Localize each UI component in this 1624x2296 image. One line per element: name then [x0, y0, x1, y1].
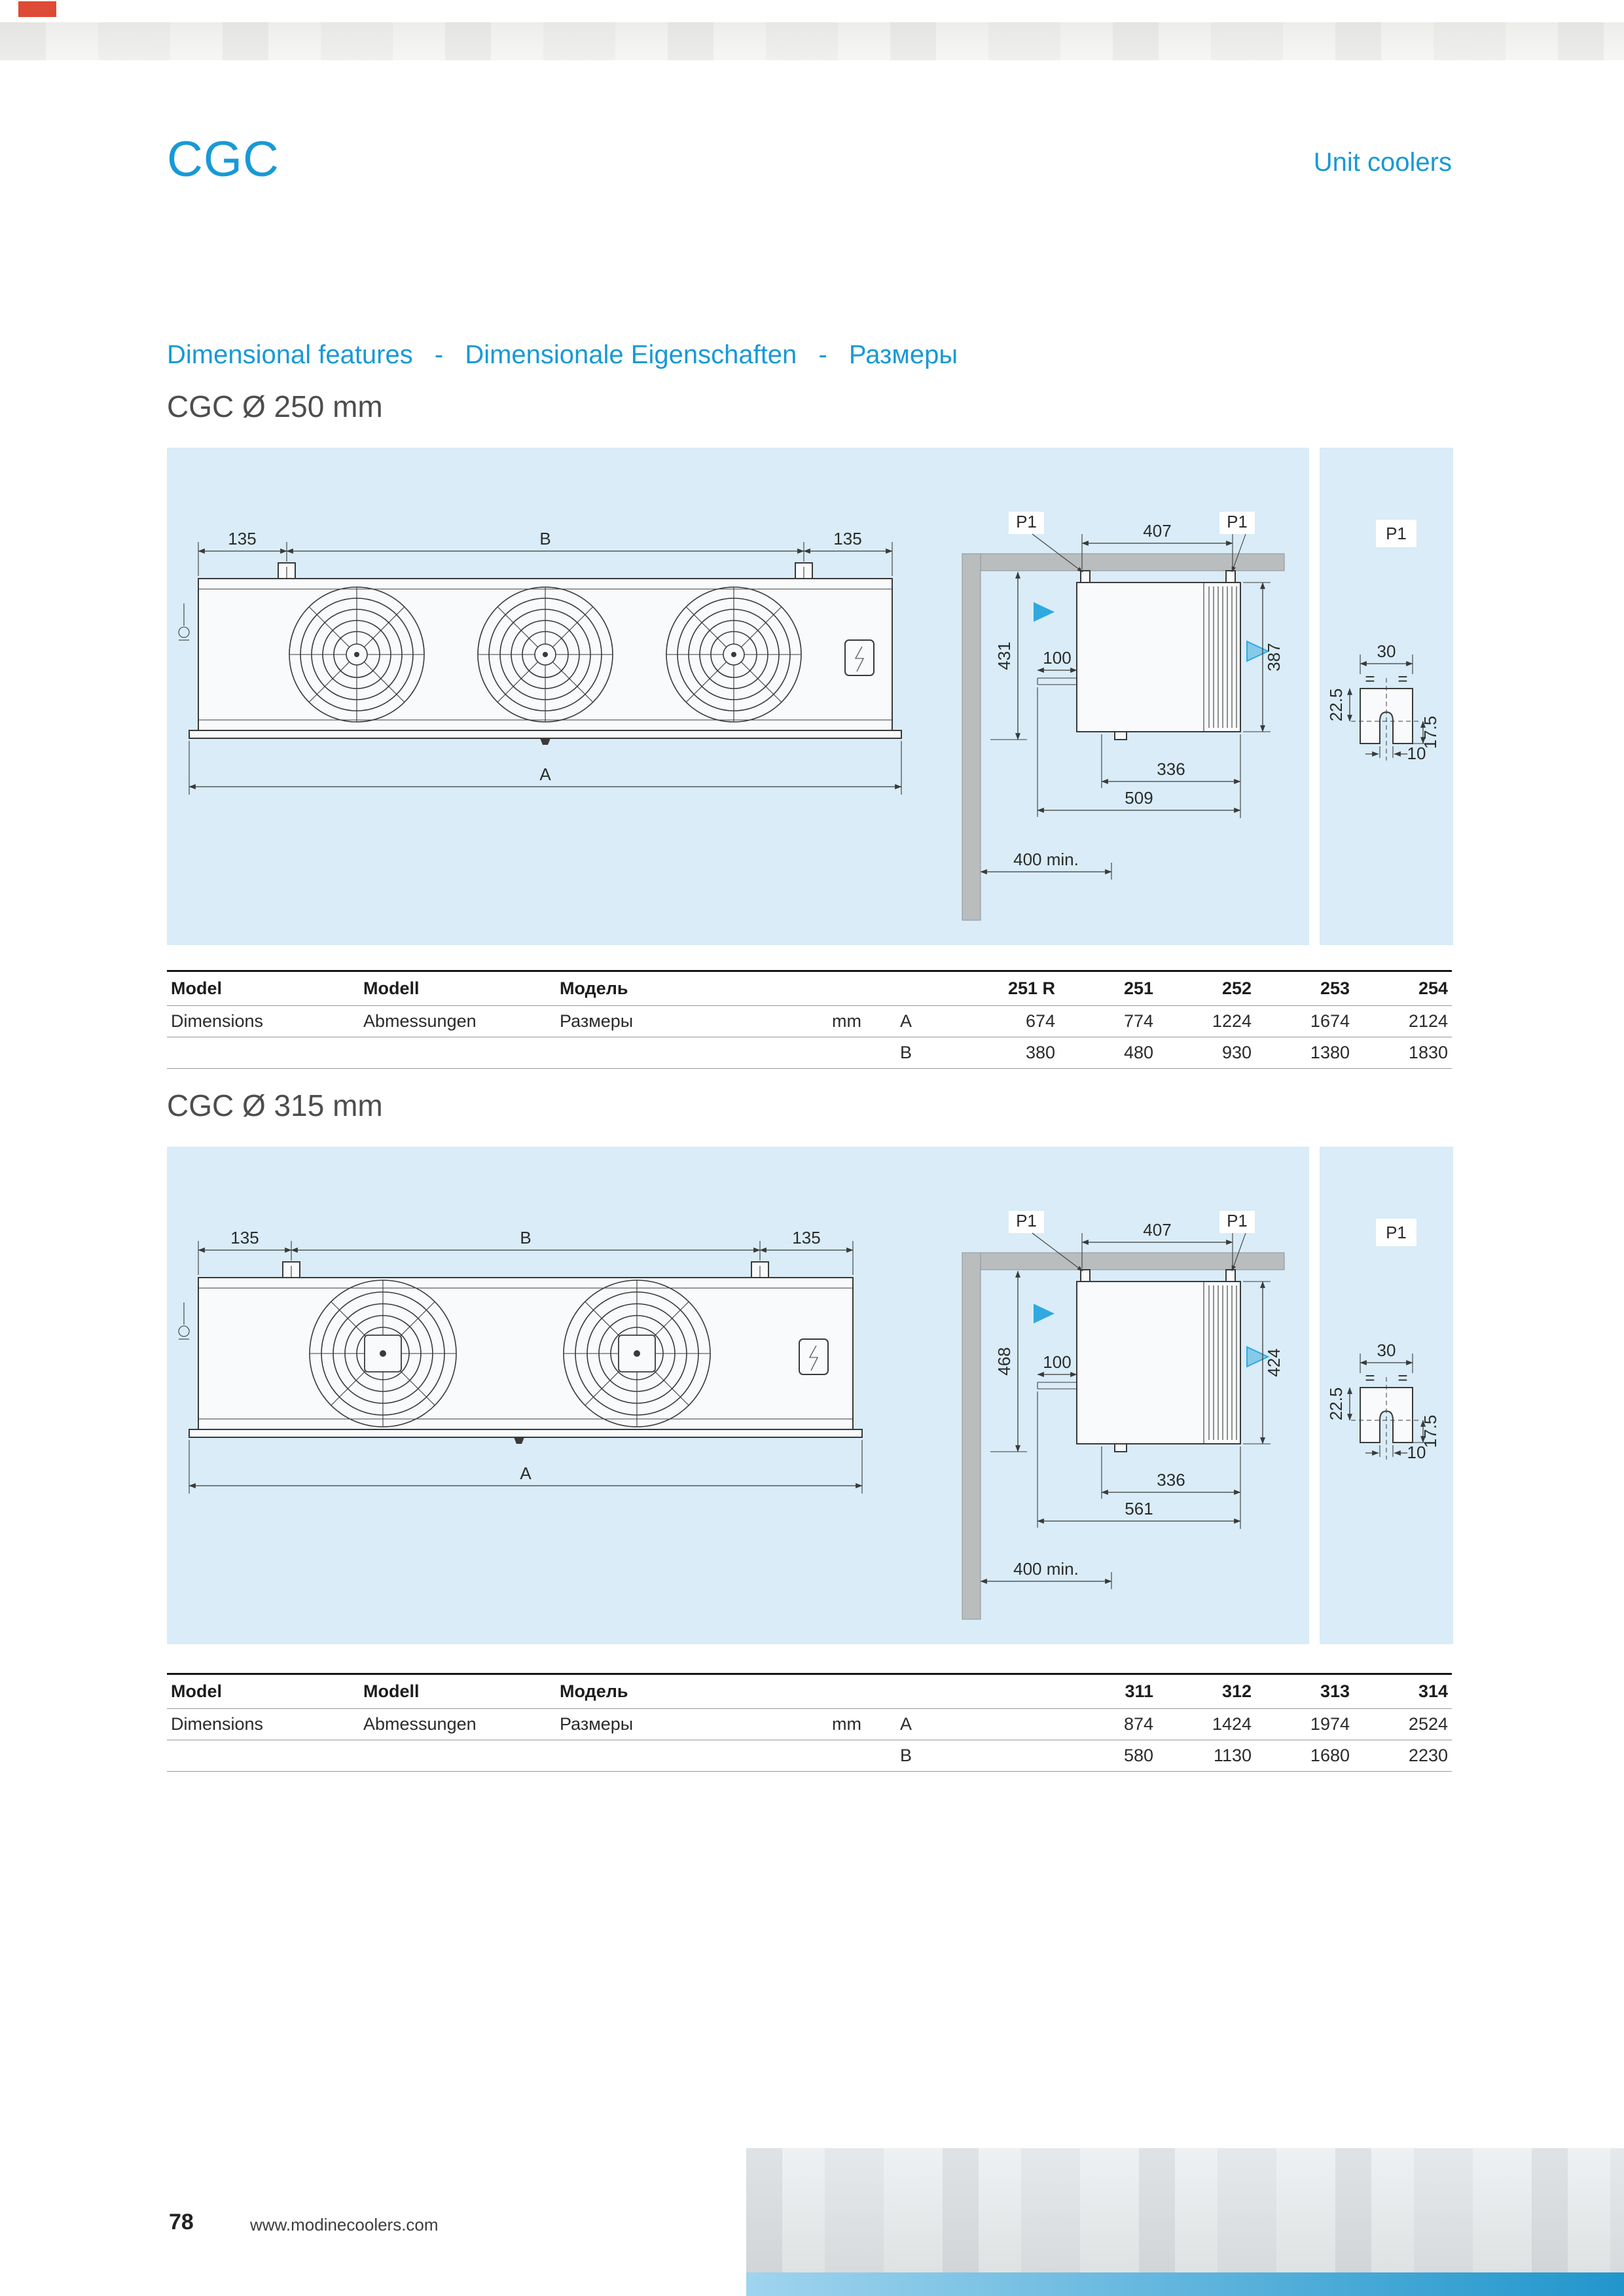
page-title: CGC: [167, 132, 280, 187]
airflow-in-arrow: [1034, 602, 1055, 622]
detail-panel-250: [1320, 448, 1453, 945]
value-cell: 1224: [1212, 1011, 1252, 1031]
detail-dim-225: 22.5: [1326, 688, 1346, 722]
dim-336: 336: [1157, 1470, 1185, 1490]
dim-135-left: 135: [228, 529, 257, 548]
detail-p1-label: P1: [1386, 524, 1407, 543]
p1-label-left: P1: [1016, 1211, 1037, 1230]
unit-label: mm: [832, 1011, 861, 1031]
model-315-title: CGC Ø 315 mm: [167, 1088, 383, 1122]
dim-b: B: [520, 1228, 532, 1247]
dim-a: A: [520, 1463, 532, 1483]
page-number: 78: [169, 2210, 194, 2234]
fan-guard-3: [666, 587, 801, 722]
detail-dim-175: 17.5: [1420, 1414, 1440, 1448]
model-cell: 313: [1320, 1681, 1350, 1701]
dim-400min: 400 min.: [1013, 850, 1079, 869]
dim-135-right: 135: [833, 529, 862, 548]
value-cell: 1974: [1310, 1714, 1350, 1734]
fan-guard-2: [564, 1280, 710, 1427]
p1-label-right: P1: [1227, 1211, 1248, 1230]
dimensions-table-250: [167, 970, 1452, 1069]
model-cell: 314: [1418, 1681, 1448, 1701]
dim-468: 468: [994, 1347, 1014, 1376]
ceiling-bar: [962, 1253, 1284, 1270]
top-banner-texture: [0, 22, 1624, 60]
dim-431: 431: [994, 641, 1014, 670]
row-label-en: Dimensions: [171, 1714, 264, 1734]
row-label-ru: Размеры: [560, 1714, 634, 1734]
unit-label: mm: [832, 1714, 861, 1734]
dim-135-left: 135: [230, 1228, 259, 1247]
detail-eq-left: =: [1365, 1368, 1375, 1388]
table-row-b: [167, 1037, 1452, 1069]
detail-drawing-250: [1320, 448, 1453, 945]
side-view-250: [962, 512, 1284, 920]
drain-symbol: [540, 738, 550, 745]
value-cell: 774: [1123, 1011, 1153, 1031]
section-title-dash2: -: [818, 340, 827, 369]
value-cell: 2230: [1408, 1746, 1448, 1765]
value-cell: 1830: [1408, 1043, 1448, 1062]
drawing-250: [167, 448, 1309, 945]
dim-561: 561: [1125, 1499, 1153, 1518]
detail-dim-10: 10: [1407, 744, 1426, 763]
model-cell: 251: [1123, 978, 1153, 998]
value-cell: 2524: [1408, 1714, 1448, 1734]
unit-base-250: [189, 730, 901, 738]
detail-p1-label: P1: [1386, 1223, 1407, 1242]
detail-eq-right: =: [1398, 1368, 1408, 1388]
footer-image-texture: [746, 2148, 1624, 2272]
col-modell: Modell: [363, 978, 420, 998]
front-view-250: [179, 529, 901, 795]
unit-body-315: [198, 1278, 853, 1429]
value-cell: 930: [1221, 1043, 1252, 1062]
unit-base-315: [189, 1429, 862, 1437]
drain-outlet: [1115, 1444, 1127, 1452]
value-cell: 2124: [1408, 1011, 1448, 1031]
fan-guard-2: [478, 587, 613, 722]
dim-407: 407: [1143, 521, 1172, 541]
detail-eq-left: =: [1365, 669, 1375, 689]
dim-letter: B: [900, 1746, 912, 1765]
detail-dim-30: 30: [1377, 641, 1396, 661]
table-row-a: [167, 1709, 1452, 1740]
dim-100: 100: [1043, 1352, 1072, 1372]
model-cell: 311: [1125, 1681, 1153, 1701]
footer-blue-bar: [746, 2272, 1624, 2296]
dim-135-right: 135: [792, 1228, 821, 1247]
value-cell: 480: [1123, 1043, 1153, 1062]
table-header-row: [167, 972, 1452, 1006]
value-cell: 580: [1123, 1746, 1153, 1765]
dim-336: 336: [1157, 759, 1185, 779]
value-cell: 1674: [1310, 1011, 1350, 1031]
dim-100: 100: [1043, 648, 1072, 668]
detail-panel-315: [1320, 1147, 1453, 1644]
drawing-panel-250: [167, 448, 1309, 945]
p1-label-left: P1: [1016, 512, 1037, 531]
side-view-315: [962, 1211, 1284, 1619]
col-model-ru: Модель: [560, 1681, 628, 1701]
drawing-panel-315: [167, 1147, 1309, 1644]
front-view-315: [179, 1228, 862, 1494]
value-cell: 674: [1025, 1011, 1055, 1031]
ceiling-bar: [962, 554, 1284, 571]
detail-eq-right: =: [1398, 669, 1408, 689]
wall-bar: [962, 1253, 981, 1619]
model-cell: 254: [1418, 978, 1448, 998]
unit-side-315: [1077, 1282, 1240, 1444]
row-label-de: Abmessungen: [363, 1011, 477, 1031]
fan-guard-1: [289, 587, 424, 722]
value-cell: 1424: [1212, 1714, 1252, 1734]
section-title: [167, 340, 958, 370]
table-row-b: [167, 1740, 1452, 1772]
dim-509: 509: [1125, 788, 1153, 808]
dim-b: B: [539, 529, 551, 548]
table-row-a: [167, 1006, 1452, 1037]
col-model-ru: Модель: [560, 978, 628, 998]
dim-424: 424: [1264, 1348, 1284, 1377]
dim-letter: B: [900, 1043, 912, 1062]
col-model: Model: [171, 1681, 222, 1701]
detail-dim-10: 10: [1407, 1443, 1426, 1462]
dim-387: 387: [1264, 643, 1284, 672]
category-label: Unit coolers: [1313, 148, 1452, 177]
row-label-de: Abmessungen: [363, 1714, 477, 1734]
drain-symbol: [514, 1437, 524, 1444]
value-cell: 1680: [1310, 1746, 1350, 1765]
brand-mark: [18, 1, 56, 17]
section-title-de: Dimensionale Eigenschaften: [465, 340, 797, 369]
detail-dim-30: 30: [1377, 1340, 1396, 1360]
drain-outlet: [1115, 732, 1127, 740]
valve-symbol: [179, 603, 189, 640]
model-cell: 251 R: [1007, 978, 1055, 998]
value-cell: 380: [1025, 1043, 1055, 1062]
fan-guard-1: [310, 1280, 456, 1427]
dim-letter: A: [900, 1714, 912, 1734]
unit-side-250: [1077, 583, 1240, 732]
model-cell: 312: [1221, 1681, 1252, 1701]
dim-400min: 400 min.: [1013, 1559, 1079, 1579]
row-label-en: Dimensions: [171, 1011, 264, 1031]
section-title-ru: Размеры: [848, 340, 958, 369]
detail-dim-175: 17.5: [1420, 715, 1440, 749]
dimensions-table-315: [167, 1673, 1452, 1772]
electric-box-icon: [799, 1339, 828, 1374]
electric-box-icon: [845, 640, 874, 675]
value-cell: 1130: [1213, 1746, 1252, 1765]
top-banner-image: [0, 22, 1624, 60]
dim-407: 407: [1143, 1220, 1172, 1240]
valve-symbol: [179, 1302, 189, 1339]
row-label-ru: Размеры: [560, 1011, 634, 1031]
detail-dim-225: 22.5: [1326, 1387, 1346, 1421]
airflow-in-arrow: [1034, 1304, 1055, 1323]
model-250-title: CGC Ø 250 mm: [167, 389, 383, 423]
model-cell: 252: [1221, 978, 1252, 998]
value-cell: 874: [1123, 1714, 1153, 1734]
p1-label-right: P1: [1227, 512, 1248, 531]
wall-bar: [962, 554, 981, 920]
table-header-row: [167, 1675, 1452, 1709]
drawing-315: [167, 1147, 1309, 1644]
section-title-dash1: -: [434, 340, 444, 369]
col-modell: Modell: [363, 1681, 420, 1701]
footer-image: [746, 2148, 1624, 2272]
dim-a: A: [539, 764, 551, 784]
model-cell: 253: [1320, 978, 1350, 998]
value-cell: 1380: [1310, 1043, 1350, 1062]
dim-letter: A: [900, 1011, 912, 1031]
col-model: Model: [171, 978, 222, 998]
detail-drawing-315: [1320, 1147, 1453, 1644]
section-title-en: Dimensional features: [167, 340, 413, 369]
website-url: www.modinecoolers.com: [250, 2215, 439, 2234]
